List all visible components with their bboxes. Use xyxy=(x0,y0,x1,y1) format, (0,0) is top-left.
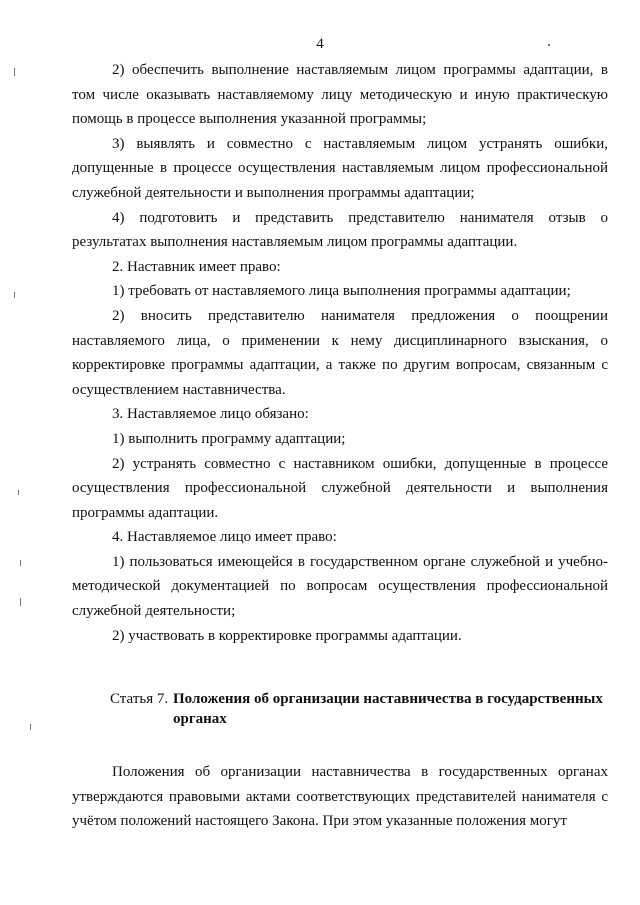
document-body xyxy=(72,58,608,648)
scan-artifact xyxy=(20,598,21,606)
page-number: 4 xyxy=(316,36,324,52)
scan-artifact xyxy=(14,292,15,298)
paragraph: 4) подготовить и представить представителю нанимателя отзыв о результатах выполнения наставляемым лицом программы адаптации. xyxy=(72,209,608,251)
scan-artifact xyxy=(30,724,31,730)
paragraph: 2) обеспечить выполнение наставляемым лицом программы адаптации, в том числе оказывать наставляемому лицу методическую и иную практическую помощь в процессе выполнения указанной программы; xyxy=(72,62,608,128)
paragraph: 3. Наставляемое лицо обязано: xyxy=(112,406,309,423)
scan-artifact xyxy=(18,490,19,495)
paragraph: 2) устранять совместно с наставником ошибки, допущенные в процессе осуществления профессиональной служебной деятельности и выполнения программы адаптации. xyxy=(72,455,608,521)
article-title: Положения об организации наставничества в государственных xyxy=(173,691,603,707)
paragraph: Положения об организации наставничества в государственных органах утверждаются правовыми актами соответствующих представителей нанимателя с учётом положений настоящего Закона. При этом указанные положения могут xyxy=(72,764,608,830)
article-title-continued: органах xyxy=(173,711,227,727)
paragraph: 1) выполнить программу адаптации; xyxy=(112,430,346,447)
paragraph: 2. Наставник имеет право: xyxy=(112,258,281,275)
article-body xyxy=(72,760,608,834)
paragraph: 1) пользоваться имеющейся в государственном органе служебной и учебно-методической документацией по вопросам осуществления профессиональной служебной деятельности; xyxy=(72,553,608,620)
scan-artifact xyxy=(548,44,550,46)
paragraph: 3) выявлять и совместно с наставляемым лицом устранять ошибки, допущенные в процессе осуществления наставляемым лицом профессиональной служебной деятельности и выполнения программы адаптации; xyxy=(72,135,608,201)
paragraph: 2) вносить представителю нанимателя предложения о поощрении наставляемого лица, о применении к нему дисциплинарного взыскания, о корректировке программы адаптации, а также по другим вопросам, связанным с осуществлением наставничества. xyxy=(72,307,608,398)
paragraph: 4. Наставляемое лицо имеет право: xyxy=(112,529,337,546)
paragraph: 2) участвовать в корректировке программы адаптации. xyxy=(112,627,462,644)
article-label: Статья 7. xyxy=(110,691,169,707)
scan-artifact xyxy=(20,560,21,566)
scan-artifact xyxy=(14,68,15,76)
article-heading xyxy=(110,689,608,729)
paragraph: 1) требовать от наставляемого лица выполнения программы адаптации; xyxy=(112,283,571,300)
